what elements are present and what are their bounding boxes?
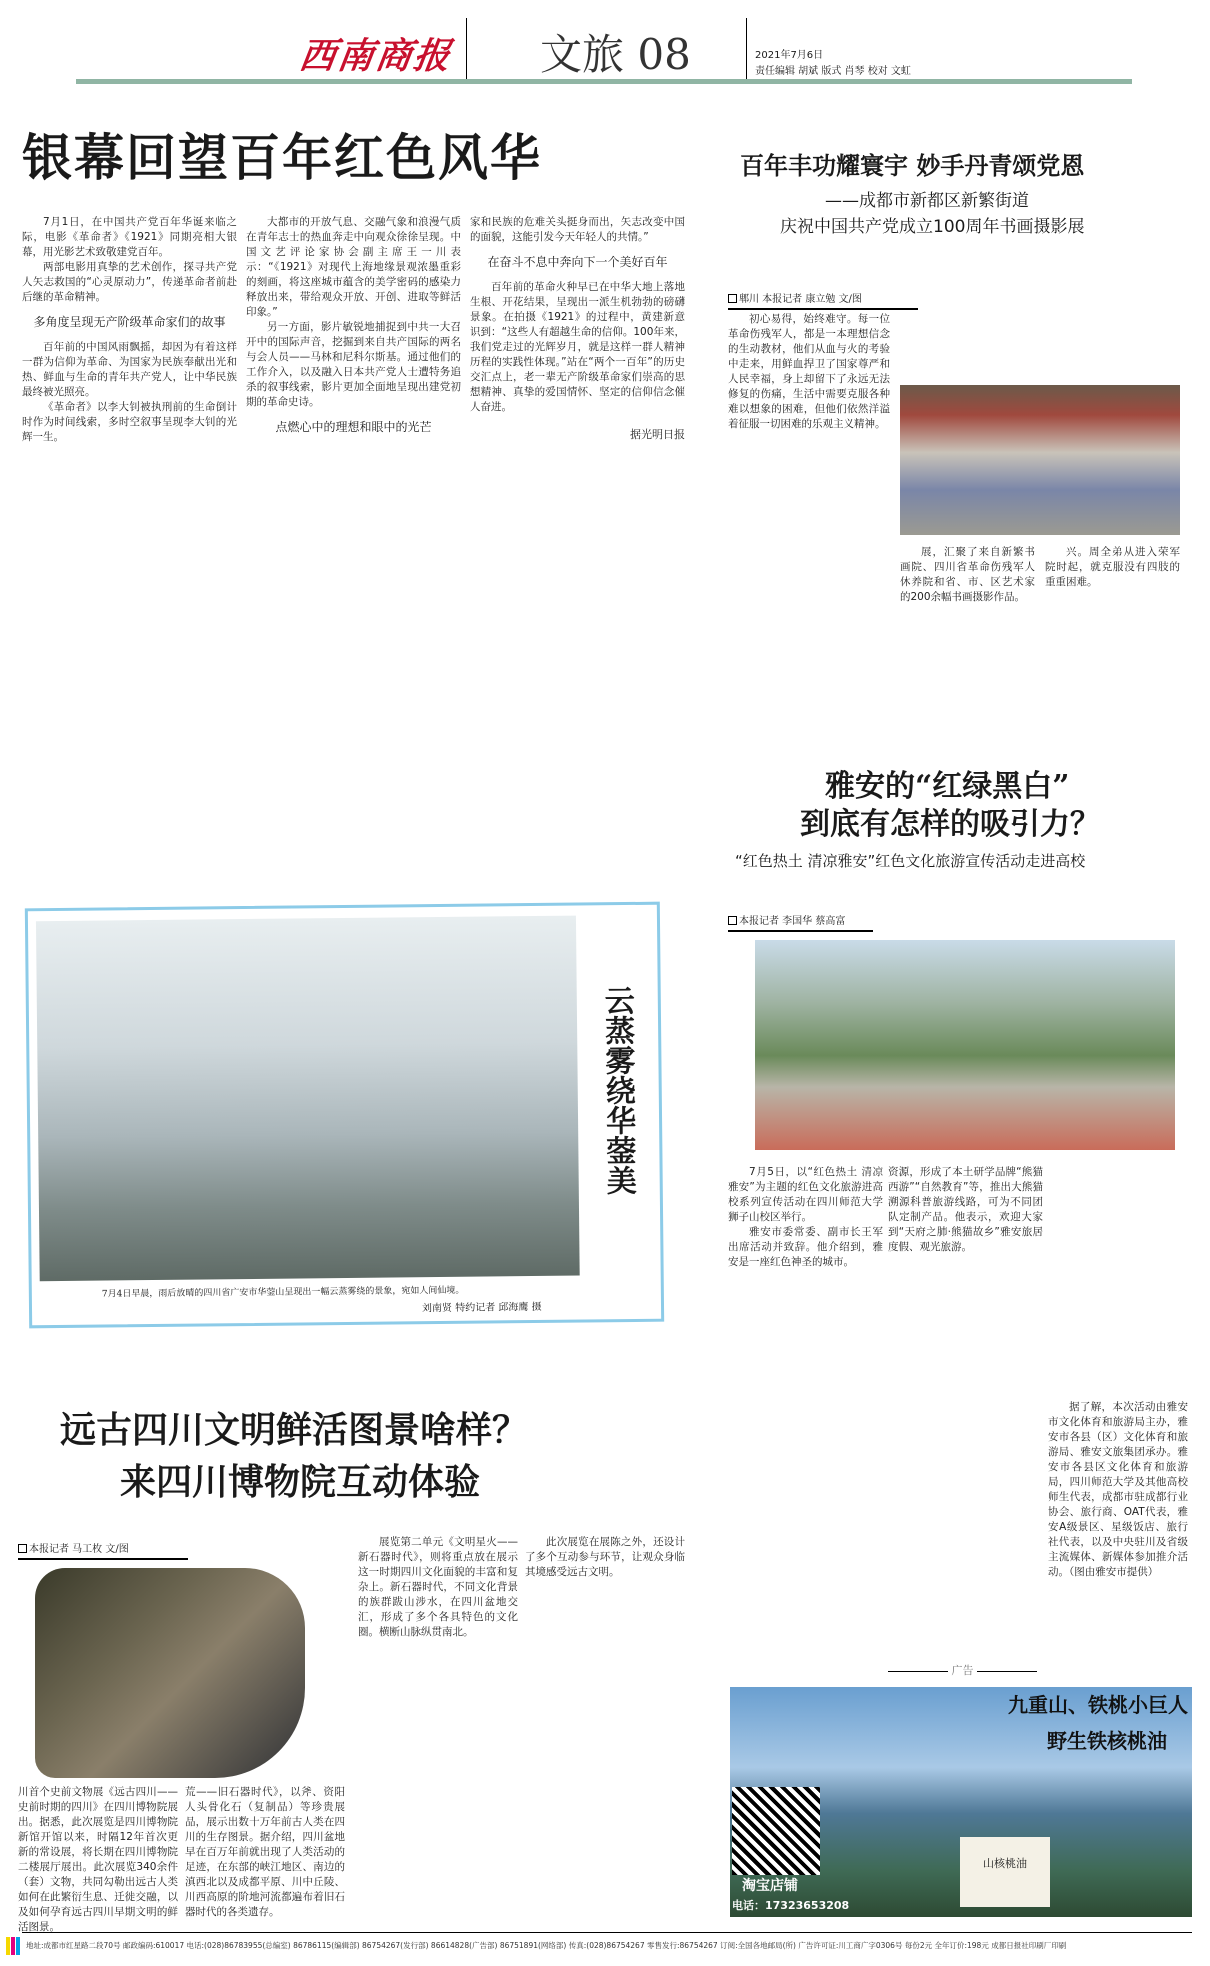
photo-credit: 刘南贤 特约记者 邱海鹰 摄 [421, 1301, 542, 1315]
article1-headline: 银幕回望百年红色风华 [22, 129, 542, 187]
article4-headline-line1: 远古四川文明鲜活图景啥样？ [60, 1409, 529, 1451]
photo-feature-frame [25, 902, 664, 1329]
paragraph: 展览第二单元《文明星火——新石器时代》，则将重点放在展示这一时期四川文化面貌的丰富和复杂上。新石器时代，不同文化背景的族群跋山涉水，在四川盆地交汇，形成了多个各具特色的文化圈。横断山脉纵贯南北。 [358, 1536, 518, 1638]
walnut-oil-ad[interactable] [730, 1687, 1192, 1917]
article2-col1 [728, 312, 890, 432]
article3-headline-line2: 到底有怎样的吸引力？ [800, 807, 1100, 842]
photo-caption: 7月4日早晨，雨后放晴的四川省广安市华蓥山呈现出一幅云蒸雾绕的景象，宛如人间仙境。 [101, 1285, 465, 1300]
ad-slogan2: 野生铁核桃油 [1047, 1729, 1167, 1753]
section-title [540, 22, 691, 82]
byline-text: 郫川 本报记者 康立勉 文/图 [739, 294, 862, 305]
paragraph: 川首个史前文物展《远古四川——史前时期的四川》在四川博物院展出。据悉，此次展览是四川博物院新馆开馆以来，时隔12年首次更新的常设展，将长期在四川博物院二楼展厅展出。此次展览340余件（套）文物，共同勾勒出远古人类如何在此繁衍生息、迁徙交融，以及如何孕育远古四川早期文明的鲜活图景。 [18, 1786, 178, 1933]
article2-subtitle2: 庆祝中国共产党成立100周年书画摄影展 [780, 217, 1085, 237]
footer-info: 地址:成都市红星路二段70号 邮政编码:610017 电话:(028)86783955(总编室) 86786115(编辑部) 86754267(发行部) 86614828(广告部) 86751891(网络部) 传真:(028)86754267 零售发行:86754267 订阅:全国各地邮局(所) 广告许可证:川工商广字0306号 每份2元 全年订价:198元 成都日报社印刷厂印刷 [26, 1941, 1067, 1950]
paragraph: 百年前的革命火种早已在中华大地上落地生根、开花结果，呈现出一派生机勃勃的磅礴景象。在拍摄《1921》的过程中，黄建新意识到：“这些人有超越生命的信仰。100年来，我们党走过的光辉岁月，就是这样一群人精神历程的实践性体现。”站在“两个一百年”的历史交汇点上，老一辈无产阶级革命家们崇高的思想精神、真挚的爱国情怀、坚定的信仰信念催人奋进。 [470, 281, 685, 413]
paragraph: 《革命者》以李大钊被执刑前的生命倒计时作为时间线索，多时空叙事呈现李大钊的光辉一生。 [22, 401, 237, 443]
paragraph: 百年前的中国风雨飘摇，却因为有着这样一群为信仰为革命、为国家为民族奉献出光和热、鲜血与生命的青年共产党人，让中华民族最终被光照亮。 [22, 341, 237, 398]
article4-col4 [525, 1535, 685, 1580]
article2-subtitle1: ——成都市新都区新繁街道 [825, 191, 1029, 211]
article1-subhead: 点燃心中的理想和眼中的光芒 [275, 420, 432, 434]
article3-byline [728, 912, 873, 932]
byline-box-icon [18, 1544, 27, 1553]
huaying-mountain-photo [36, 916, 580, 1282]
paragraph: 展，汇聚了来自新繁书画院、四川省革命伤残军人休养院和省、市、区艺术家的200余幅书画摄影作品。 [900, 546, 1035, 603]
article1-col1 [22, 215, 237, 445]
article1-col3 [470, 215, 685, 442]
article3-col2 [888, 1165, 1043, 1255]
masthead-meta [755, 48, 911, 80]
article4-headline-line2: 来四川博物院互动体验 [120, 1461, 481, 1503]
paragraph: 大都市的开放气息、交融气象和浪漫气质在青年志士的热血奔走中向观众徐徐呈现。中国文艺评论家协会副主席王一川表示：“《1921》对现代上海地缘景观浓墨重彩的刻画，将这座城市蕴含的美学密码的感染力释放出来，带给观众开放、开创、进取等鲜活印象。” [246, 216, 461, 318]
article3-col3 [1048, 1400, 1188, 1580]
paragraph: 资源，形成了本土研学品牌“熊猫西游”“自然教育”等，推出大熊猫溯源科普旅游线路，可为不同团队定制产品。他表示，欢迎大家到“天府之肺·熊猫故乡”雅安旅居度假、观光旅游。 [888, 1166, 1043, 1253]
paragraph: 据了解，本次活动由雅安市文化体育和旅游局主办，雅安市各县（区）文化体育和旅游局、雅安文旅集团承办。雅安市各县区文化体育和旅游局，四川师范大学及其他高校师生代表，成都市驻成都行业协会、旅行商、OAT代表，雅安A级景区、星级饭店、旅行社代表，以及中央驻川及省级主流媒体、新媒体参加推介活动。（图由雅安市提供） [1048, 1401, 1188, 1578]
museum-visitors-photo [35, 1568, 305, 1778]
masthead-divider [746, 18, 747, 80]
paragraph: 7月5日，以“红色热土 清凉雅安”为主题的红色文化旅游进高校系列宣传活动在四川师范大学狮子山校区举行。 [728, 1166, 883, 1223]
article1-col2 [246, 215, 461, 445]
article3-subtitle: “红色热土 清凉雅安”红色文化旅游宣传活动走进高校 [735, 852, 1086, 870]
paragraph: 另一方面，影片敏锐地捕捉到中共一大召开中的国际声音，挖掘到来自共产国际的两名与会人员——马林和尼科尔斯基。通过他们的工作介入，以及融入日本共产党人士遭特务追杀的叙事线索，影片更加全面地呈现出建党初期的革命史诗。 [246, 321, 461, 408]
paragraph: 7月1日，在中国共产党百年华诞来临之际，电影《革命者》《1921》同期亮相大银幕，用光影艺术致敬建党百年。 [22, 216, 237, 258]
page-number: 08 [637, 30, 691, 79]
article2-col3 [1045, 545, 1180, 590]
paragraph: 初心易得，始终难守。每一位革命伤残军人，都是一本理想信念的生动教材，他们从血与火的考验中走来，用鲜血捍卫了国家尊严和人民幸福，身上却留下了永远无法修复的伤痛，生活中需要克服各种难以想象的困难，但他们依然洋溢着征服一切困难的乐观主义精神。 [728, 313, 890, 430]
article2-byline [728, 290, 918, 310]
ad-product-box: 山核桃油 [960, 1837, 1050, 1907]
article2-headline: 百年丰功耀寰宇 妙手丹青颂党恩 [740, 151, 1085, 180]
ad-label-wrap [880, 1662, 1045, 1678]
paragraph: 两部电影用真挚的艺术创作，探寻共产党人矢志救国的“心灵原动力”，传递革命者前赴后继的革命精神。 [22, 261, 237, 303]
article4-byline [18, 1540, 188, 1560]
masthead-bar [76, 79, 1132, 84]
paragraph: 雅安市委常委、副市长王军出席活动并致辞。他介绍到，雅安是一座红色神圣的城市。 [728, 1226, 883, 1268]
paragraph: 家和民族的危难关头挺身而出，矢志改变中国的面貌，这能引发今天年轻人的共情。” [470, 216, 685, 243]
ad-slogan1: 九重山、铁桃小巨人 [1008, 1693, 1188, 1717]
yaan-scenery-photo [755, 940, 1175, 1150]
photo-title: 云蒸雾绕华蓥美 [598, 984, 636, 1196]
newspaper-logo: 西南商报 [296, 35, 455, 77]
masthead-divider [466, 18, 467, 80]
ad-phone: 电话：17323653208 [732, 1899, 850, 1912]
article1-source: 据光明日报 [630, 428, 685, 441]
byline-text: 本报记者 李国华 蔡高富 [739, 916, 846, 927]
qr-code-icon[interactable] [732, 1787, 820, 1875]
paragraph: 兴。周全弟从进入荣军院时起，就克服没有四肢的重重困难。 [1045, 546, 1180, 588]
color-mark-magenta [11, 1937, 15, 1955]
article3-col1 [728, 1165, 883, 1270]
paragraph: 此次展览在展陈之外，还设计了多个互动参与环节，让观众身临其境感受远古文明。 [525, 1536, 685, 1578]
byline-box-icon [728, 294, 737, 303]
article4-col1 [18, 1785, 178, 1935]
footer-rule [22, 1932, 1192, 1933]
article1-subhead: 多角度呈现无产阶级革命家们的故事 [33, 315, 226, 329]
article2-group-photo [900, 385, 1180, 535]
byline-box-icon [728, 916, 737, 925]
article1-subhead: 在奋斗不息中奔向下一个美好百年 [487, 255, 668, 269]
color-mark-yellow [6, 1937, 10, 1955]
issue-date: 2021年7月6日 [755, 50, 824, 61]
section-name: 文旅 [540, 30, 625, 79]
paragraph: 荒——旧石器时代》，以斧、资阳人头骨化石（复制品）等珍贵展品，展示出数十万年前古人类在四川的生存图景。据介绍，四川盆地早在百万年前就出现了人类活动的足迹，在东部的峡江地区、南边的滇西北以及成都平原、川中丘陵、川西高原的阶地河流都遍布着旧石器时代的各类遗存。 [185, 1786, 345, 1918]
article4-col3 [358, 1535, 518, 1640]
ad-shop: 淘宝店铺 [742, 1878, 798, 1894]
color-mark-cyan [16, 1937, 20, 1955]
byline-text: 本报记者 马工枚 文/图 [29, 1544, 129, 1555]
article2-col2 [900, 545, 1035, 605]
editor-credits: 责任编辑 胡斌 版式 肖琴 校对 文虹 [755, 66, 911, 77]
article3-headline-line1: 雅安的“红绿黑白” [825, 769, 1070, 804]
ad-label: 广告 [951, 1664, 974, 1677]
article4-col2 [185, 1785, 345, 1920]
